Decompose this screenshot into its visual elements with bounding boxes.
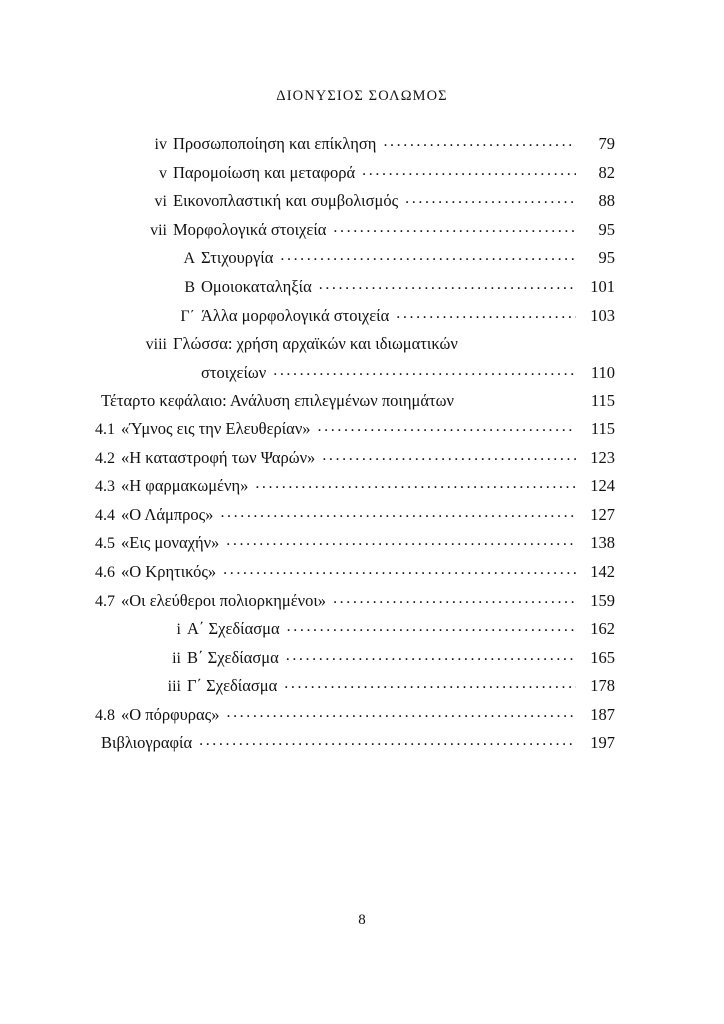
toc-entry-page: 138 — [590, 533, 615, 553]
toc-entry-number: i — [176, 621, 181, 639]
toc-entry-number: 4.2 — [95, 449, 115, 467]
toc-leader-dots — [223, 556, 576, 584]
toc-entry-page: 101 — [590, 276, 615, 296]
toc-entry[interactable] — [95, 558, 615, 587]
toc-entry[interactable] — [95, 216, 615, 245]
toc-entry-label: «Ύμνος εις την Ελευθερίαν» — [121, 418, 311, 438]
toc-entry-page: 103 — [590, 305, 615, 325]
toc-entry[interactable] — [95, 729, 615, 758]
toc-entry-page: 82 — [598, 162, 615, 182]
toc-entry[interactable] — [95, 387, 615, 415]
toc-entry-number: viii — [145, 336, 167, 354]
toc-entry-page: 123 — [590, 447, 615, 467]
toc-entry[interactable] — [95, 587, 615, 616]
toc-entry[interactable] — [95, 501, 615, 530]
toc-entry-page: 142 — [590, 561, 615, 581]
toc-entry[interactable] — [95, 273, 615, 302]
toc-entry-label: «Η καταστροφή των Ψαρών» — [121, 447, 316, 467]
toc-leader-dots — [273, 357, 576, 385]
toc-entry-page: 124 — [590, 476, 615, 496]
toc-entry[interactable] — [95, 615, 615, 644]
toc-entry-number: 4.5 — [95, 535, 115, 553]
toc-entry[interactable] — [95, 159, 615, 188]
toc-entry-label: Β΄ Σχεδίασμα — [187, 647, 279, 667]
toc-entry-page: 187 — [590, 704, 615, 724]
toc-leader-dots — [396, 300, 576, 328]
toc-entry-label: Προσωποποίηση και επίκληση — [173, 134, 377, 153]
toc-leader-dots — [280, 242, 576, 270]
toc-leader-dots — [383, 128, 576, 156]
toc-entry[interactable] — [95, 187, 615, 216]
toc-entry-label: Εικονοπλαστική και συμβολισμός — [173, 191, 399, 211]
toc-entry-page: 127 — [590, 504, 615, 524]
toc-entry-number: iv — [154, 136, 167, 153]
toc-entry[interactable] — [95, 701, 615, 730]
toc-entry[interactable] — [95, 359, 615, 388]
toc-entry-label: Άλλα μορφολογικά στοιχεία — [201, 305, 390, 325]
toc-entry[interactable] — [95, 672, 615, 701]
toc-entry-page: 197 — [590, 733, 615, 753]
toc-entry-number: 4.1 — [95, 420, 115, 438]
toc-entry[interactable] — [95, 415, 615, 444]
toc-entry-number: Β — [184, 278, 195, 296]
toc-entry-page: 115 — [590, 391, 615, 411]
toc-entry-number: 4.4 — [95, 506, 115, 524]
toc-entry-number: vi — [154, 193, 167, 211]
toc-entry-label: Α΄ Σχεδίασμα — [187, 619, 280, 639]
toc-leader-dots — [226, 527, 576, 555]
toc-leader-dots — [362, 157, 576, 185]
toc-leader-dots — [199, 727, 576, 755]
toc-entry-number: v — [159, 164, 167, 182]
toc-entry-number: Γ΄ — [180, 307, 195, 325]
toc-entry-label: Στιχουργία — [201, 248, 274, 268]
toc-leader-dots — [405, 185, 576, 213]
toc-entry-number: ii — [172, 649, 181, 667]
toc-leader-dots — [286, 642, 576, 670]
toc-entry-number: 4.8 — [95, 706, 115, 724]
toc-leader-dots — [333, 585, 576, 613]
toc-leader-dots — [333, 214, 576, 242]
toc-entry-label: «Οι ελεύθεροι πολιορκημένοι» — [121, 590, 327, 610]
table-of-contents — [95, 130, 615, 758]
toc-entry-label: Ομοιοκαταληξία — [201, 276, 312, 296]
toc-entry-number: 4.6 — [95, 563, 115, 581]
toc-entry-number: iii — [167, 678, 181, 696]
toc-leader-dots — [284, 670, 576, 698]
toc-leader-dots — [287, 613, 576, 641]
page-number: 8 — [358, 912, 366, 928]
toc-entry-page: 165 — [590, 647, 615, 667]
toc-entry[interactable] — [95, 472, 615, 501]
toc-entry-label: «Ο πόρφυρας» — [121, 704, 220, 724]
toc-entry-page: 95 — [598, 219, 615, 239]
toc-entry-number: 4.7 — [95, 592, 115, 610]
toc-entry-page: 162 — [590, 619, 615, 639]
toc-entry-page: 159 — [590, 590, 615, 610]
toc-entry[interactable] — [95, 444, 615, 473]
toc-leader-dots — [220, 499, 576, 527]
toc-leader-dots — [322, 442, 576, 470]
toc-leader-dots — [318, 413, 576, 441]
toc-entry-label: Παρομοίωση και μεταφορά — [173, 162, 356, 182]
toc-leader-dots — [319, 271, 576, 299]
toc-entry[interactable] — [95, 644, 615, 673]
running-head: ΔΙΟΝΥΣΙΟΣ ΣΟΛΩΜΟΣ — [276, 88, 448, 104]
toc-entry-page: 79 — [598, 134, 615, 153]
toc-leader-dots — [255, 470, 576, 498]
toc-leader-dots — [226, 699, 576, 727]
toc-entry[interactable] — [95, 302, 615, 331]
toc-entry-label: Βιβλιογραφία — [101, 733, 193, 753]
toc-entry[interactable] — [95, 244, 615, 273]
toc-entry-label: «Η φαρμακωμένη» — [121, 476, 249, 496]
toc-entry-label: «Ο Κρητικός» — [121, 561, 217, 581]
toc-entry[interactable] — [95, 330, 615, 359]
toc-entry-number: vii — [150, 221, 167, 239]
toc-entry-label: Γ΄ Σχεδίασμα — [187, 676, 278, 696]
toc-entry-label: στοιχείων — [201, 362, 267, 382]
toc-entry-label: Γλώσσα: χρήση αρχαϊκών και ιδιωματικών — [173, 334, 458, 354]
toc-entry-page: 110 — [590, 362, 615, 382]
toc-entry-label: Μορφολογικά στοιχεία — [173, 219, 327, 239]
toc-entry-page: 88 — [598, 191, 615, 211]
toc-entry-number: 4.3 — [95, 478, 115, 496]
toc-entry-label: «Ο Λάμπρος» — [121, 504, 214, 524]
toc-entry-label: Τέταρτο κεφάλαιο: Ανάλυση επιλεγμένων ποιημάτων — [101, 391, 454, 411]
toc-entry[interactable] — [95, 130, 615, 159]
toc-entry-page: 178 — [590, 676, 615, 696]
toc-entry-page: 115 — [590, 418, 615, 438]
toc-entry-page: 95 — [598, 248, 615, 268]
toc-entry-number: Α — [183, 250, 195, 268]
toc-entry[interactable] — [95, 529, 615, 558]
toc-entry-label: «Εις μοναχήν» — [121, 533, 220, 553]
